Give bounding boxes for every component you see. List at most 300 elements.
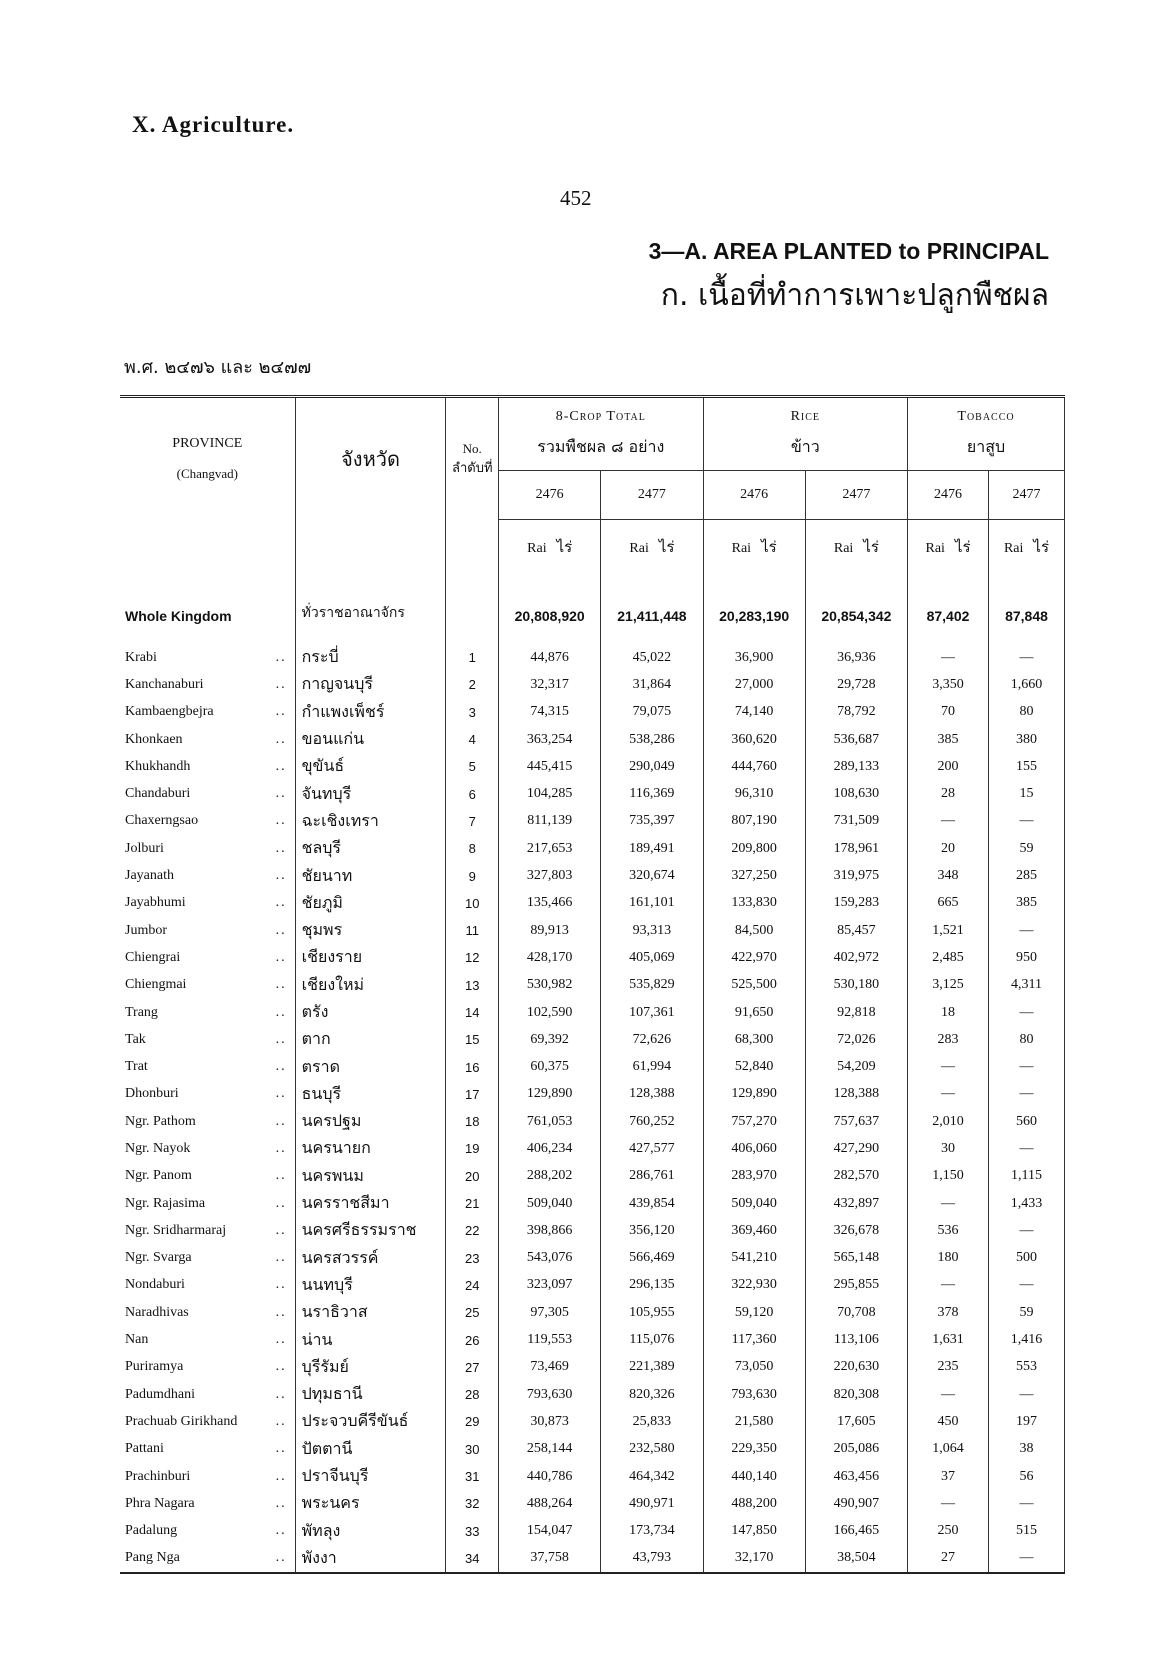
province-name: Khonkaen .. xyxy=(120,726,295,753)
area-value: 27 xyxy=(908,1545,989,1573)
area-value: 363,254 xyxy=(499,726,601,753)
unit-header: Rai ไร่ xyxy=(805,520,907,575)
area-value: 107,361 xyxy=(601,999,703,1026)
page-number: 452 xyxy=(560,186,592,210)
area-value: 360,620 xyxy=(703,726,805,753)
area-value: 289,133 xyxy=(805,753,907,780)
province-name: Kambaengbejra .. xyxy=(120,699,295,726)
area-value: 200 xyxy=(908,753,989,780)
table-row xyxy=(120,1108,1065,1135)
area-value: 159,283 xyxy=(805,890,907,917)
province-name-th: ขอนแก่น xyxy=(295,726,446,753)
table-row xyxy=(120,862,1065,889)
total-value: 87,402 xyxy=(908,574,989,630)
area-value: 428,170 xyxy=(499,944,601,971)
province-name-th: นครราชสีมา xyxy=(295,1190,446,1217)
row-number: 1 xyxy=(446,644,499,671)
area-value: 535,829 xyxy=(601,972,703,999)
area-value: 1,521 xyxy=(908,917,989,944)
province-name-th: เชียงราย xyxy=(295,944,446,971)
row-number: 9 xyxy=(446,862,499,889)
area-value: 3,125 xyxy=(908,972,989,999)
province-name-th: ชลบุรี xyxy=(295,835,446,862)
area-value: 220,630 xyxy=(805,1354,907,1381)
unit-header: Rai ไร่ xyxy=(499,520,601,575)
area-value: 463,456 xyxy=(805,1463,907,1490)
area-value: 553 xyxy=(989,1354,1065,1381)
area-value: 450 xyxy=(908,1408,989,1435)
row-number: 16 xyxy=(446,1053,499,1080)
area-value: 757,270 xyxy=(703,1108,805,1135)
area-value: 820,326 xyxy=(601,1381,703,1408)
table-row xyxy=(120,944,1065,971)
row-number: 11 xyxy=(446,917,499,944)
area-value: 37 xyxy=(908,1463,989,1490)
section-title: X. Agriculture. xyxy=(132,112,295,137)
area-value: 102,590 xyxy=(499,999,601,1026)
province-name-th: ชัยนาท xyxy=(295,862,446,889)
area-value: 209,800 xyxy=(703,835,805,862)
table-row xyxy=(120,1245,1065,1272)
province-name: Krabi .. xyxy=(120,644,295,671)
table-row xyxy=(120,1354,1065,1381)
row-number: 8 xyxy=(446,835,499,862)
table-row xyxy=(120,1381,1065,1408)
area-value: — xyxy=(989,1053,1065,1080)
area-value: — xyxy=(908,1272,989,1299)
province-name: Ngr. Svarga .. xyxy=(120,1245,295,1272)
province-name: Prachinburi .. xyxy=(120,1463,295,1490)
row-number: 12 xyxy=(446,944,499,971)
unit-header: Rai ไร่ xyxy=(908,520,989,575)
province-name: Prachuab Girikhand .. xyxy=(120,1408,295,1435)
area-value: — xyxy=(989,1381,1065,1408)
province-name: Phra Nagara .. xyxy=(120,1490,295,1517)
area-value: — xyxy=(989,1217,1065,1244)
area-value: 235 xyxy=(908,1354,989,1381)
area-value: 283 xyxy=(908,1026,989,1053)
province-name-th: ชุมพร xyxy=(295,917,446,944)
row-number: 34 xyxy=(446,1545,499,1573)
area-value: 369,460 xyxy=(703,1217,805,1244)
province-name-th: บุรีรัมย์ xyxy=(295,1354,446,1381)
province-name: Ngr. Sridharmaraj .. xyxy=(120,1217,295,1244)
table-row xyxy=(120,780,1065,807)
province-name: Nan .. xyxy=(120,1326,295,1353)
area-value: 60,375 xyxy=(499,1053,601,1080)
row-number: 29 xyxy=(446,1408,499,1435)
area-value: 155 xyxy=(989,753,1065,780)
area-value: 29,728 xyxy=(805,671,907,698)
area-value: 115,076 xyxy=(601,1326,703,1353)
total-row xyxy=(120,574,1065,630)
table-row xyxy=(120,1518,1065,1545)
province-name: Padalung .. xyxy=(120,1518,295,1545)
province-name: Ngr. Panom .. xyxy=(120,1163,295,1190)
area-value: 432,897 xyxy=(805,1190,907,1217)
province-header-th: จังหวัด xyxy=(295,397,446,520)
total-value: 20,283,190 xyxy=(703,574,805,630)
province-name-th: ปัตตานี xyxy=(295,1436,446,1463)
area-value: 290,049 xyxy=(601,753,703,780)
unit-header: Rai ไร่ xyxy=(703,520,805,575)
table-row xyxy=(120,972,1065,999)
unit-header: Rai ไร่ xyxy=(601,520,703,575)
province-name: Chaxerngsao .. xyxy=(120,808,295,835)
area-value: 117,360 xyxy=(703,1326,805,1353)
area-value: 322,930 xyxy=(703,1272,805,1299)
area-value: 197 xyxy=(989,1408,1065,1435)
area-value: 731,509 xyxy=(805,808,907,835)
province-name: Chiengrai .. xyxy=(120,944,295,971)
area-value: 439,854 xyxy=(601,1190,703,1217)
area-value: — xyxy=(989,808,1065,835)
area-value: 93,313 xyxy=(601,917,703,944)
area-value: 17,605 xyxy=(805,1408,907,1435)
table-row xyxy=(120,835,1065,862)
area-value: 113,106 xyxy=(805,1326,907,1353)
province-name-th: นครสวรรค์ xyxy=(295,1245,446,1272)
table-row xyxy=(120,1272,1065,1299)
area-value: 217,653 xyxy=(499,835,601,862)
row-number: 5 xyxy=(446,753,499,780)
province-name: Chiengmai .. xyxy=(120,972,295,999)
province-name-th: เชียงใหม่ xyxy=(295,972,446,999)
province-name: Jolburi .. xyxy=(120,835,295,862)
area-value: 36,936 xyxy=(805,644,907,671)
area-value: 285 xyxy=(989,862,1065,889)
area-value: 54,209 xyxy=(805,1053,907,1080)
area-value: — xyxy=(908,1053,989,1080)
area-value: 440,786 xyxy=(499,1463,601,1490)
province-name: Trang .. xyxy=(120,999,295,1026)
area-value: 154,047 xyxy=(499,1518,601,1545)
area-value: — xyxy=(989,1490,1065,1517)
area-value: 72,026 xyxy=(805,1026,907,1053)
year-header: 2476 xyxy=(908,471,989,520)
area-value: 760,252 xyxy=(601,1108,703,1135)
area-value: 380 xyxy=(989,726,1065,753)
area-planted-table xyxy=(120,395,1065,1574)
area-value: 74,140 xyxy=(703,699,805,726)
row-number: 28 xyxy=(446,1381,499,1408)
province-name-th: ขุขันธ์ xyxy=(295,753,446,780)
province-name: Tak .. xyxy=(120,1026,295,1053)
table-row xyxy=(120,1326,1065,1353)
table-title-en: 3—A. AREA PLANTED to PRINCIPAL xyxy=(648,238,1049,264)
row-number: 14 xyxy=(446,999,499,1026)
area-value: 135,466 xyxy=(499,890,601,917)
group-header-rice: Rice ข้าว xyxy=(703,397,907,471)
number-header: No. ลำดับที่ xyxy=(446,397,499,520)
table-row xyxy=(120,1490,1065,1517)
total-value: 87,848 xyxy=(989,574,1065,630)
area-value: 2,010 xyxy=(908,1108,989,1135)
total-value: 20,854,342 xyxy=(805,574,907,630)
area-value: 406,060 xyxy=(703,1135,805,1162)
area-value: 427,577 xyxy=(601,1135,703,1162)
area-value: 735,397 xyxy=(601,808,703,835)
area-value: 490,907 xyxy=(805,1490,907,1517)
area-value: 25,833 xyxy=(601,1408,703,1435)
province-name-th: นราธิวาส xyxy=(295,1299,446,1326)
row-number: 7 xyxy=(446,808,499,835)
province-name-th: น่าน xyxy=(295,1326,446,1353)
area-value: 444,760 xyxy=(703,753,805,780)
area-value: 59 xyxy=(989,1299,1065,1326)
province-name: Ngr. Nayok .. xyxy=(120,1135,295,1162)
province-name: Dhonburi .. xyxy=(120,1081,295,1108)
area-value: — xyxy=(989,1081,1065,1108)
table-row xyxy=(120,1026,1065,1053)
area-value: 793,630 xyxy=(703,1381,805,1408)
row-number: 22 xyxy=(446,1217,499,1244)
row-number: 23 xyxy=(446,1245,499,1272)
province-name: Kanchanaburi .. xyxy=(120,671,295,698)
area-value: 464,342 xyxy=(601,1463,703,1490)
area-value: — xyxy=(989,644,1065,671)
table-row xyxy=(120,1545,1065,1573)
row-number: 10 xyxy=(446,890,499,917)
table-row xyxy=(120,1163,1065,1190)
area-value: 560 xyxy=(989,1108,1065,1135)
total-label-th: ทั่วราชอาณาจักร xyxy=(295,574,446,630)
area-value: 286,761 xyxy=(601,1163,703,1190)
area-value: 1,064 xyxy=(908,1436,989,1463)
row-number: 26 xyxy=(446,1326,499,1353)
area-value: — xyxy=(908,1081,989,1108)
area-value: 119,553 xyxy=(499,1326,601,1353)
area-value: 793,630 xyxy=(499,1381,601,1408)
row-number: 17 xyxy=(446,1081,499,1108)
area-value: 4,311 xyxy=(989,972,1065,999)
area-value: — xyxy=(908,808,989,835)
area-value: 283,970 xyxy=(703,1163,805,1190)
province-name: Chandaburi .. xyxy=(120,780,295,807)
area-value: 18 xyxy=(908,999,989,1026)
row-number: 32 xyxy=(446,1490,499,1517)
area-value: 73,050 xyxy=(703,1354,805,1381)
area-value: 258,144 xyxy=(499,1436,601,1463)
row-number: 30 xyxy=(446,1436,499,1463)
area-value: 422,970 xyxy=(703,944,805,971)
area-value: 543,076 xyxy=(499,1245,601,1272)
total-label: Whole Kingdom xyxy=(120,574,295,630)
area-value: 1,416 xyxy=(989,1326,1065,1353)
row-number: 3 xyxy=(446,699,499,726)
area-value: 37,758 xyxy=(499,1545,601,1573)
year-header: 2476 xyxy=(703,471,805,520)
province-name-th: ตราด xyxy=(295,1053,446,1080)
area-value: 1,660 xyxy=(989,671,1065,698)
area-value: 541,210 xyxy=(703,1245,805,1272)
area-value: 189,491 xyxy=(601,835,703,862)
area-value: 166,465 xyxy=(805,1518,907,1545)
province-name-th: กระบี่ xyxy=(295,644,446,671)
area-value: 1,631 xyxy=(908,1326,989,1353)
area-value: 92,818 xyxy=(805,999,907,1026)
area-value: 38 xyxy=(989,1436,1065,1463)
area-value: 427,290 xyxy=(805,1135,907,1162)
province-name: Ngr. Pathom .. xyxy=(120,1108,295,1135)
area-value: 30 xyxy=(908,1135,989,1162)
table-row xyxy=(120,890,1065,917)
row-number: 24 xyxy=(446,1272,499,1299)
province-name: Naradhivas .. xyxy=(120,1299,295,1326)
area-value: 320,674 xyxy=(601,862,703,889)
area-value: 68,300 xyxy=(703,1026,805,1053)
province-name-th: ชัยภูมิ xyxy=(295,890,446,917)
row-number: 33 xyxy=(446,1518,499,1545)
area-value: 74,315 xyxy=(499,699,601,726)
area-value: 32,170 xyxy=(703,1545,805,1573)
area-value: 43,793 xyxy=(601,1545,703,1573)
area-value: 36,900 xyxy=(703,644,805,671)
year-note: พ.ศ. ๒๔๗๖ และ ๒๔๗๗ xyxy=(124,357,312,378)
table-row xyxy=(120,699,1065,726)
area-value: 665 xyxy=(908,890,989,917)
province-name-th: พระนคร xyxy=(295,1490,446,1517)
area-value: 128,388 xyxy=(805,1081,907,1108)
area-value: 405,069 xyxy=(601,944,703,971)
area-value: 173,734 xyxy=(601,1518,703,1545)
area-value: 1,115 xyxy=(989,1163,1065,1190)
area-value: 44,876 xyxy=(499,644,601,671)
province-name-th: นครปฐม xyxy=(295,1108,446,1135)
province-name: Jayanath .. xyxy=(120,862,295,889)
area-value: 147,850 xyxy=(703,1518,805,1545)
area-value: 56 xyxy=(989,1463,1065,1490)
year-header: 2476 xyxy=(499,471,601,520)
province-name-th: ธนบุรี xyxy=(295,1081,446,1108)
area-value: 488,200 xyxy=(703,1490,805,1517)
area-value: 3,350 xyxy=(908,671,989,698)
unit-header: Rai ไร่ xyxy=(989,520,1065,575)
area-value: 565,148 xyxy=(805,1245,907,1272)
area-value: 129,890 xyxy=(499,1081,601,1108)
province-name: Jayabhumi .. xyxy=(120,890,295,917)
row-number: 13 xyxy=(446,972,499,999)
area-value: 97,305 xyxy=(499,1299,601,1326)
area-value: 20 xyxy=(908,835,989,862)
area-value: 323,097 xyxy=(499,1272,601,1299)
area-value: 84,500 xyxy=(703,917,805,944)
area-value: 490,971 xyxy=(601,1490,703,1517)
area-value: 229,350 xyxy=(703,1436,805,1463)
area-value: 116,369 xyxy=(601,780,703,807)
province-name-th: จันทบุรี xyxy=(295,780,446,807)
table-row xyxy=(120,726,1065,753)
area-value: 21,580 xyxy=(703,1408,805,1435)
province-name-th: นครนายก xyxy=(295,1135,446,1162)
area-value: 757,637 xyxy=(805,1108,907,1135)
row-number: 18 xyxy=(446,1108,499,1135)
area-value: 232,580 xyxy=(601,1436,703,1463)
province-name-th: นครพนม xyxy=(295,1163,446,1190)
area-value: 1,433 xyxy=(989,1190,1065,1217)
area-value: 52,840 xyxy=(703,1053,805,1080)
area-value: 807,190 xyxy=(703,808,805,835)
area-value: 326,678 xyxy=(805,1217,907,1244)
table-row xyxy=(120,1299,1065,1326)
area-value: 250 xyxy=(908,1518,989,1545)
province-name: Puriramya .. xyxy=(120,1354,295,1381)
table-row xyxy=(120,1436,1065,1463)
province-name-th: ตรัง xyxy=(295,999,446,1026)
area-value: 282,570 xyxy=(805,1163,907,1190)
area-value: 509,040 xyxy=(499,1190,601,1217)
area-value: 28 xyxy=(908,780,989,807)
area-value: — xyxy=(989,917,1065,944)
area-value: 538,286 xyxy=(601,726,703,753)
area-value: — xyxy=(908,644,989,671)
area-value: 445,415 xyxy=(499,753,601,780)
row-number: 19 xyxy=(446,1135,499,1162)
area-value: 406,234 xyxy=(499,1135,601,1162)
table-row xyxy=(120,671,1065,698)
province-name: Nondaburi .. xyxy=(120,1272,295,1299)
area-value: — xyxy=(989,1135,1065,1162)
province-name: Trat .. xyxy=(120,1053,295,1080)
total-value: 21,411,448 xyxy=(601,574,703,630)
table-row xyxy=(120,917,1065,944)
area-value: 488,264 xyxy=(499,1490,601,1517)
area-value: 530,982 xyxy=(499,972,601,999)
area-value: 15 xyxy=(989,780,1065,807)
area-value: 402,972 xyxy=(805,944,907,971)
area-value: 59 xyxy=(989,835,1065,862)
area-value: 45,022 xyxy=(601,644,703,671)
area-value: 348 xyxy=(908,862,989,889)
area-value: 566,469 xyxy=(601,1245,703,1272)
area-value: 104,285 xyxy=(499,780,601,807)
table-row xyxy=(120,753,1065,780)
province-name-th: ประจวบคีรีขันธ์ xyxy=(295,1408,446,1435)
area-value: — xyxy=(989,1272,1065,1299)
province-name: Ngr. Rajasima .. xyxy=(120,1190,295,1217)
province-header: PROVINCE (Changvad) xyxy=(120,397,295,520)
table-title-th: ก. เนื้อที่ทำการเพาะปลูกพืชผล xyxy=(660,278,1049,313)
area-value: — xyxy=(908,1490,989,1517)
area-value: 133,830 xyxy=(703,890,805,917)
row-number: 20 xyxy=(446,1163,499,1190)
province-name-th: ตาก xyxy=(295,1026,446,1053)
year-header: 2477 xyxy=(805,471,907,520)
table-row xyxy=(120,999,1065,1026)
year-header: 2477 xyxy=(989,471,1065,520)
row-number: 2 xyxy=(446,671,499,698)
area-value: 288,202 xyxy=(499,1163,601,1190)
table-row xyxy=(120,1135,1065,1162)
area-value: 356,120 xyxy=(601,1217,703,1244)
area-value: 78,792 xyxy=(805,699,907,726)
area-value: 515 xyxy=(989,1518,1065,1545)
area-value: 128,388 xyxy=(601,1081,703,1108)
table-row xyxy=(120,1408,1065,1435)
area-value: 500 xyxy=(989,1245,1065,1272)
area-value: — xyxy=(989,999,1065,1026)
area-value: 72,626 xyxy=(601,1026,703,1053)
area-value: 525,500 xyxy=(703,972,805,999)
table-row xyxy=(120,1463,1065,1490)
province-name: Pang Nga .. xyxy=(120,1545,295,1573)
area-value: 950 xyxy=(989,944,1065,971)
area-value: 180 xyxy=(908,1245,989,1272)
table-row xyxy=(120,644,1065,671)
area-value: 79,075 xyxy=(601,699,703,726)
table-row xyxy=(120,808,1065,835)
area-value: 70,708 xyxy=(805,1299,907,1326)
